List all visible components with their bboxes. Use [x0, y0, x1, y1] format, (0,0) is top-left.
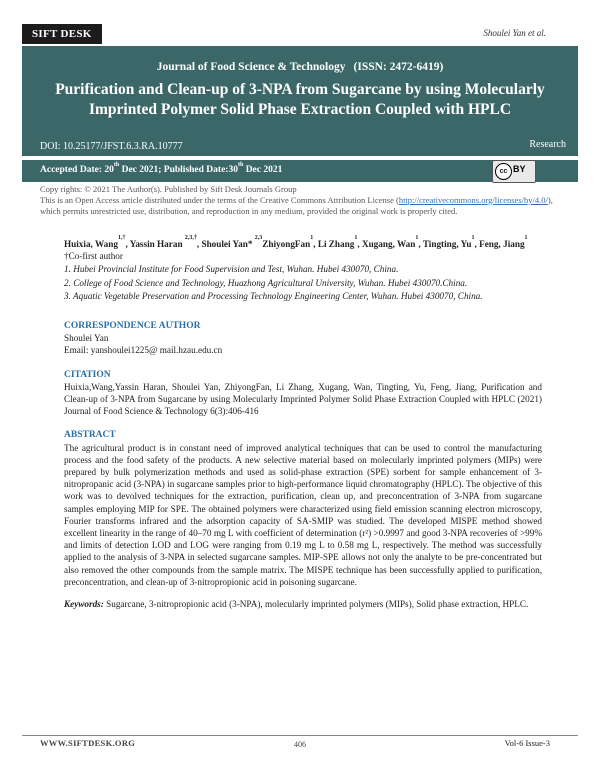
article-type: Research — [529, 139, 566, 150]
affiliation-1: 1. Hubei Provincial Institute for Food Supervision and Test, Wuhan. Hubei 430070, China. — [64, 264, 399, 275]
copyright-line: Copy rights: © 2021 The Author(s). Published by Sift Desk Journals Group — [40, 184, 297, 194]
author-list: Huixia, Wang$^{1,\dagger}$, Yassin Haran $^{2,3,\dagger}$, Shoulei Yan* $^{2,3}$ZhiyongFan$^1$, Li Zhang$^1$, Xugang, Wan$^1$, Tingting, Yu$^1$, Feng, Jiang$^1$ — [64, 235, 528, 249]
accepted-date: Accepted Date: 20th Dec 2021; Published Date:30th Dec 2021 — [40, 162, 283, 175]
correspondence-section — [64, 320, 542, 357]
publisher-logo[interactable]: SIFT DESK — [22, 24, 102, 44]
affiliation-3: 3. Aquatic Vegetable Preservation and Processing Technology Engineering Center, Wuhan. Hubei 430070, China. — [64, 290, 483, 301]
abstract-heading: ABSTRACT — [64, 430, 116, 441]
volume-issue: Vol-6 Issue-3 — [504, 738, 550, 748]
cc-license-badge[interactable] — [492, 160, 536, 183]
page-number: 406 — [294, 740, 306, 749]
affiliation-2: 2. College of Food Science and Technology, Huazhong Agricultural University, Wuhan. Hubei 430070.China. — [64, 277, 468, 288]
keywords-label: Keywords: — [64, 599, 104, 610]
footer-site[interactable]: WWW.SIFTDESK.ORG — [40, 738, 136, 748]
front-matter — [64, 235, 542, 610]
running-authors: Shoulei Yan et al. — [483, 28, 546, 38]
correspondence-heading: CORRESPONDENCE AUTHOR — [64, 321, 201, 332]
by-icon: BY — [513, 164, 526, 174]
doi[interactable]: DOI: 10.25177/JFST.6.3.RA.10777 — [40, 141, 183, 152]
article-title: Purification and Clean-up of 3-NPA from Sugarcane by using Molecularly Imprinted Polymer Solid Phase Extraction Coupled with HPLC — [55, 81, 545, 118]
citation-heading: CITATION — [64, 369, 111, 380]
abstract-text: The agricultural product is in constant need of improved analytical techniques that can be used to control the manufacturing process and the food safety of the products. A new selective material based on molecularly imprinted polymers (MIPs) were prepared by bulk polymerization methods and used as solid-phase extraction (SPE) sorbent for sample enhancement of 3-nitropropanic acid (3-NPA) in sugarcane samples prior to high-performance liquid chromatography (HPLC). The objective of this work was to devolved techniques for the extraction, purification, clean up, and preconcentration of 3-NPA from sugarcane samples employing MIP for SPE. The obtained polymers were characterized using field emission scanning electron microscopy, Fourier transforms infrared and the adsorption capacity of SA-SMIP was studied. The developed MISPE method showed excellent linearity in the range of 40–70 mg L with coefficient of determination (r²) >0.9997 and good 3-NPA recoveries of >99% and limits of detection LOD and LOG were ranging from 0.19 mg L to 0.58 mg L, respectively. The method was successfully applied to the analysis of 3-NPA in selected sugarcane samples. MIP-SPE allows not only the analyte to be pre-concentrated but also removed the other compounds from the sample matrix. The MISPE technique has been successfully applied to purification, preconcentration, and clean-up of 3-nitropropionic acid in poisoning sugarcane. — [64, 442, 542, 587]
co-first-note: †Co-first author — [64, 251, 123, 262]
keywords-text: Sugarcane, 3-nitropropionic acid (3-NPA), molecularly imprinted polymers (MIPs), Solid phase extraction, HPLC. — [106, 599, 529, 610]
citation-section — [64, 369, 542, 418]
license-text: This is an Open Access article distributed under the terms of the Creative Commons Attribution License (http://creativecommons.org/licenses/by/4.0/), which permits unrestricted use, distribution, and reproduction in any medium, provided the original work is properly cited. — [40, 194, 553, 216]
journal-line — [22, 61, 578, 73]
top-bar — [0, 0, 600, 52]
abstract-section — [64, 429, 542, 588]
license-link[interactable]: http://creativecommons.org/licenses/by/4.0/ — [398, 194, 548, 205]
citation-text: Huixia,Wang,Yassin Haran, Shoulei Yan, ZhiyongFan, Li Zhang, Xugang, Wan, Tingting, Yu, Feng, Jiang, Purification and Clean-up of 3-NPA from Sugarcane by using Molecularly Imprinted Polymer Solid Phase Extraction Coupled with HPLC (2021) Journal of Food Science & Technology 6(3):406-416 — [64, 381, 542, 417]
correspondence-email[interactable]: Email: yanshoulei1225@ mail.hzau.edu.cn — [64, 345, 223, 356]
journal-issn: (ISSN: 2472-6419) — [353, 61, 444, 73]
correspondence-name: Shoulei Yan — [64, 333, 109, 344]
journal-header — [22, 46, 578, 156]
cc-icon: cc — [495, 163, 512, 180]
keywords — [64, 598, 542, 610]
footer-divider — [22, 735, 578, 736]
journal-name: Journal of Food Science & Technology — [156, 61, 346, 73]
copyright-notice — [40, 184, 560, 216]
